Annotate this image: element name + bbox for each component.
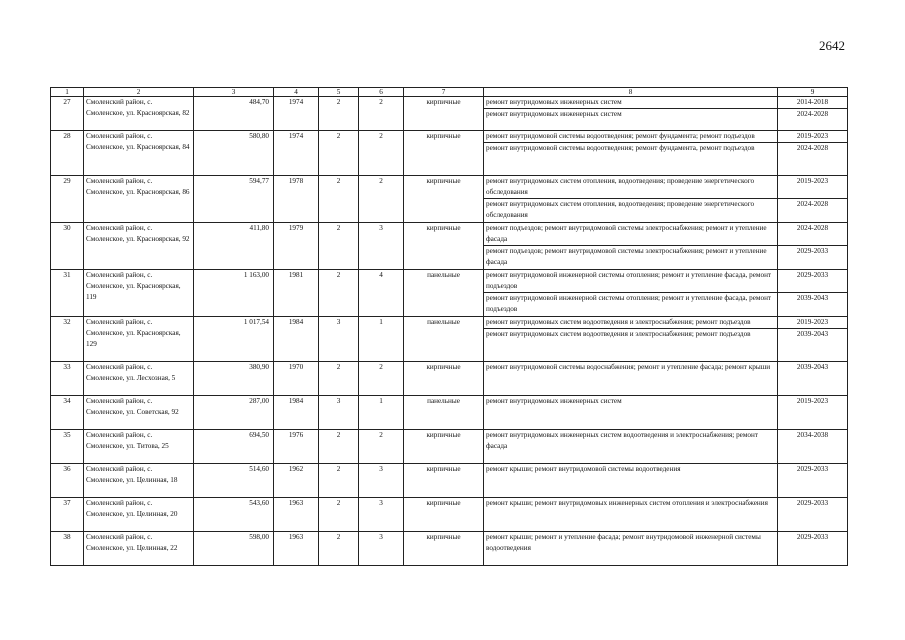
material-cell: кирпичные bbox=[404, 430, 484, 464]
works-cell bbox=[484, 270, 778, 317]
area-cell: 380,90 bbox=[194, 362, 274, 396]
area-cell: 694,50 bbox=[194, 430, 274, 464]
address-cell: Смоленский район, с. Смоленское, ул. Красноярская, 84 bbox=[84, 131, 194, 176]
row-number: 27 bbox=[51, 97, 84, 131]
address-cell: Смоленский район, с. Смоленское, ул. Советская, 92 bbox=[84, 396, 194, 430]
row-number: 33 bbox=[51, 362, 84, 396]
period-cell bbox=[778, 270, 848, 317]
work-description: ремонт крыши; ремонт внутридомовых инженерных систем отопления и электроснабжения bbox=[486, 499, 768, 507]
area-cell: 287,00 bbox=[194, 396, 274, 430]
work-description: ремонт внутридомовых инженерных систем водоотведения и электроснабжения; ремонт фасада bbox=[486, 431, 758, 450]
floors-cell: 2 bbox=[319, 464, 359, 498]
work-period: 2039-2043 bbox=[778, 328, 847, 341]
table-row bbox=[51, 498, 848, 532]
material-cell: кирпичные bbox=[404, 532, 484, 566]
material-cell: кирпичные bbox=[404, 362, 484, 396]
works-cell bbox=[484, 97, 778, 131]
entrances-cell: 1 bbox=[359, 317, 404, 362]
work-period: 2034-2038 bbox=[796, 431, 829, 439]
area-cell: 484,70 bbox=[194, 97, 274, 131]
work-description: ремонт внутридомовых систем отопления, водоотведения; проведение энергетического обследования bbox=[484, 198, 777, 222]
address-cell: Смоленский район, с. Смоленское, ул. Красноярская, 86 bbox=[84, 176, 194, 223]
table-row bbox=[51, 430, 848, 464]
table-row bbox=[51, 396, 848, 430]
area-cell: 514,60 bbox=[194, 464, 274, 498]
floors-cell: 2 bbox=[319, 498, 359, 532]
works-cell bbox=[484, 430, 778, 464]
work-description: ремонт крыши; ремонт и утепление фасада; ремонт внутридомовой инженерной системы водоотведения bbox=[486, 533, 761, 552]
area-cell: 580,80 bbox=[194, 131, 274, 176]
works-cell bbox=[484, 176, 778, 223]
material-cell: кирпичные bbox=[404, 131, 484, 176]
row-number: 28 bbox=[51, 131, 84, 176]
row-number: 34 bbox=[51, 396, 84, 430]
entrances-cell: 2 bbox=[359, 176, 404, 223]
floors-cell: 2 bbox=[319, 532, 359, 566]
floors-cell: 2 bbox=[319, 270, 359, 317]
table-row bbox=[51, 270, 848, 317]
works-cell bbox=[484, 317, 778, 362]
work-description: ремонт внутридомовой инженерной системы отопления; ремонт и утепление фасада, ремонт подъездов bbox=[486, 271, 772, 290]
address-cell: Смоленский район, с. Смоленское, ул. Целинная, 22 bbox=[84, 532, 194, 566]
header-cell: 9 bbox=[778, 88, 848, 97]
row-number: 35 bbox=[51, 430, 84, 464]
entrances-cell: 2 bbox=[359, 430, 404, 464]
table-row bbox=[51, 223, 848, 270]
header-cell: 4 bbox=[274, 88, 319, 97]
entrances-cell: 2 bbox=[359, 362, 404, 396]
table-row bbox=[51, 97, 848, 131]
row-number: 37 bbox=[51, 498, 84, 532]
address-cell: Смоленский район, с. Смоленское, ул. Красноярская, 119 bbox=[84, 270, 194, 317]
floors-cell: 3 bbox=[319, 396, 359, 430]
work-period: 2029-2033 bbox=[796, 499, 829, 507]
address-cell: Смоленский район, с. Смоленское, ул. Красноярская, 129 bbox=[84, 317, 194, 362]
row-number: 32 bbox=[51, 317, 84, 362]
material-cell: панельные bbox=[404, 396, 484, 430]
work-period: 2019-2023 bbox=[796, 177, 829, 185]
entrances-cell: 1 bbox=[359, 396, 404, 430]
address-cell: Смоленский район, с. Смоленское, ул. Целинная, 18 bbox=[84, 464, 194, 498]
work-description: ремонт внутридомовых инженерных систем bbox=[486, 397, 622, 405]
entrances-cell: 2 bbox=[359, 131, 404, 176]
work-period: 2039-2043 bbox=[796, 363, 829, 371]
table-row bbox=[51, 176, 848, 223]
works-cell bbox=[484, 464, 778, 498]
material-cell: кирпичные bbox=[404, 176, 484, 223]
work-period: 2024-2028 bbox=[796, 224, 829, 232]
address-cell: Смоленский район, с. Смоленское, ул. Красноярская, 82 bbox=[84, 97, 194, 131]
period-cell bbox=[778, 176, 848, 223]
works-cell bbox=[484, 131, 778, 176]
floors-cell: 2 bbox=[319, 223, 359, 270]
area-cell: 1 163,00 bbox=[194, 270, 274, 317]
header-cell: 5 bbox=[319, 88, 359, 97]
period-cell bbox=[778, 131, 848, 176]
area-cell: 411,80 bbox=[194, 223, 274, 270]
table-row bbox=[51, 131, 848, 176]
header-cell: 7 bbox=[404, 88, 484, 97]
work-description: ремонт крыши; ремонт внутридомовой системы водоотведения bbox=[486, 465, 681, 473]
entrances-cell: 3 bbox=[359, 498, 404, 532]
period-cell bbox=[778, 430, 848, 464]
row-number: 29 bbox=[51, 176, 84, 223]
work-description: ремонт внутридомовой инженерной системы отопления; ремонт и утепление фасада, ремонт подъездов bbox=[484, 292, 777, 316]
year-cell: 1984 bbox=[274, 317, 319, 362]
material-cell: панельные bbox=[404, 317, 484, 362]
works-cell bbox=[484, 362, 778, 396]
year-cell: 1974 bbox=[274, 97, 319, 131]
year-cell: 1974 bbox=[274, 131, 319, 176]
year-cell: 1979 bbox=[274, 223, 319, 270]
works-cell bbox=[484, 532, 778, 566]
row-number: 38 bbox=[51, 532, 84, 566]
entrances-cell: 2 bbox=[359, 97, 404, 131]
year-cell: 1963 bbox=[274, 498, 319, 532]
address-cell: Смоленский район, с. Смоленское, ул. Целинная, 20 bbox=[84, 498, 194, 532]
work-description: ремонт внутридомовых систем водоотведения и электроснабжения; ремонт подъездов bbox=[484, 328, 777, 341]
floors-cell: 3 bbox=[319, 317, 359, 362]
year-cell: 1978 bbox=[274, 176, 319, 223]
work-period: 2024-2028 bbox=[778, 108, 847, 121]
work-period: 2019-2023 bbox=[796, 397, 829, 405]
row-number: 30 bbox=[51, 223, 84, 270]
period-cell bbox=[778, 532, 848, 566]
area-cell: 598,00 bbox=[194, 532, 274, 566]
year-cell: 1981 bbox=[274, 270, 319, 317]
area-cell: 1 017,54 bbox=[194, 317, 274, 362]
work-period: 2024-2028 bbox=[778, 142, 847, 155]
work-description: ремонт внутридомовых инженерных систем bbox=[486, 98, 622, 106]
address-cell: Смоленский район, с. Смоленское, ул. Красноярская, 92 bbox=[84, 223, 194, 270]
floors-cell: 2 bbox=[319, 362, 359, 396]
year-cell: 1970 bbox=[274, 362, 319, 396]
work-period: 2029-2033 bbox=[796, 271, 829, 279]
year-cell: 1976 bbox=[274, 430, 319, 464]
period-cell bbox=[778, 97, 848, 131]
header-cell: 2 bbox=[84, 88, 194, 97]
period-cell bbox=[778, 464, 848, 498]
work-period: 2029-2033 bbox=[796, 465, 829, 473]
header-cell: 6 bbox=[359, 88, 404, 97]
table-row bbox=[51, 464, 848, 498]
housing-repair-table bbox=[50, 87, 848, 566]
work-period: 2039-2043 bbox=[778, 292, 847, 316]
period-cell bbox=[778, 317, 848, 362]
entrances-cell: 4 bbox=[359, 270, 404, 317]
header-cell: 8 bbox=[484, 88, 778, 97]
material-cell: кирпичные bbox=[404, 97, 484, 131]
entrances-cell: 3 bbox=[359, 223, 404, 270]
work-description: ремонт внутридомовых инженерных систем bbox=[484, 108, 777, 121]
work-period: 2029-2033 bbox=[796, 533, 829, 541]
work-description: ремонт подъездов; ремонт внутридомовой системы электроснабжения; ремонт и утепление фасада bbox=[486, 224, 767, 243]
floors-cell: 2 bbox=[319, 430, 359, 464]
work-description: ремонт внутридомовых систем водоотведения и электроснабжения; ремонт подъездов bbox=[486, 318, 751, 326]
table-row bbox=[51, 362, 848, 396]
material-cell: кирпичные bbox=[404, 498, 484, 532]
period-cell bbox=[778, 223, 848, 270]
works-cell bbox=[484, 396, 778, 430]
address-cell: Смоленский район, с. Смоленское, ул. Титова, 25 bbox=[84, 430, 194, 464]
work-period: 2019-2023 bbox=[796, 132, 829, 140]
header-cell: 3 bbox=[194, 88, 274, 97]
floors-cell: 2 bbox=[319, 176, 359, 223]
work-description: ремонт внутридомовых систем отопления, водоотведения; проведение энергетического обследования bbox=[486, 177, 755, 196]
table-row bbox=[51, 317, 848, 362]
header-cell: 1 bbox=[51, 88, 84, 97]
floors-cell: 2 bbox=[319, 97, 359, 131]
floors-cell: 2 bbox=[319, 131, 359, 176]
area-cell: 594,77 bbox=[194, 176, 274, 223]
work-period: 2024-2028 bbox=[778, 198, 847, 222]
table-row bbox=[51, 532, 848, 566]
work-period: 2019-2023 bbox=[796, 318, 829, 326]
works-cell bbox=[484, 223, 778, 270]
material-cell: панельные bbox=[404, 270, 484, 317]
entrances-cell: 3 bbox=[359, 464, 404, 498]
year-cell: 1963 bbox=[274, 532, 319, 566]
year-cell: 1984 bbox=[274, 396, 319, 430]
address-cell: Смоленский район, с. Смоленское, ул. Лесхозная, 5 bbox=[84, 362, 194, 396]
work-period: 2014-2018 bbox=[796, 98, 829, 106]
work-description: ремонт подъездов; ремонт внутридомовой системы электроснабжения; ремонт и утепление фасада bbox=[484, 245, 777, 269]
row-number: 31 bbox=[51, 270, 84, 317]
work-description: ремонт внутридомовой системы водоснабжения; ремонт и утепление фасада; ремонт крыши bbox=[486, 363, 771, 371]
material-cell: кирпичные bbox=[404, 464, 484, 498]
period-cell bbox=[778, 498, 848, 532]
works-cell bbox=[484, 498, 778, 532]
work-period: 2029-2033 bbox=[778, 245, 847, 269]
page-number: 2642 bbox=[819, 38, 845, 53]
work-description: ремонт внутридомовой системы водоотведения; ремонт фундамента, ремонт подъездов bbox=[484, 142, 777, 155]
row-number: 36 bbox=[51, 464, 84, 498]
period-cell bbox=[778, 362, 848, 396]
period-cell bbox=[778, 396, 848, 430]
area-cell: 543,60 bbox=[194, 498, 274, 532]
year-cell: 1962 bbox=[274, 464, 319, 498]
material-cell: кирпичные bbox=[404, 223, 484, 270]
work-description: ремонт внутридомовой системы водоотведения; ремонт фундамента; ремонт подъездов bbox=[486, 132, 755, 140]
entrances-cell: 3 bbox=[359, 532, 404, 566]
header-row bbox=[51, 88, 848, 97]
